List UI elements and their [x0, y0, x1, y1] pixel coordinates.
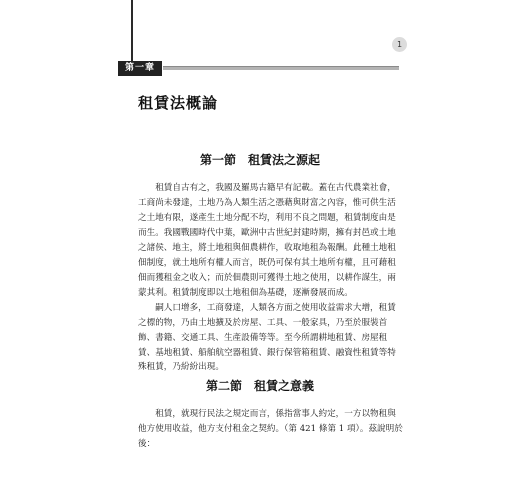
paragraph-line: 飾、書籍、交通工具、生產設備等等。至今所謂耕地租賃、房屋租 [138, 333, 388, 343]
paragraph-line: 賃、基地租賃、船舶航空器租賃、銀行保管箱租賃、融資性租賃等特 [138, 348, 396, 358]
paragraph-line: 之土地有限，遂產生土地分配不均，利用不良之問題，租賃制度由是 [138, 213, 396, 223]
paragraph-line: 後： [138, 439, 156, 449]
paragraph-line: 他方使用收益，他方支付租金之契約。（第 421 條第 1 項）。茲說明於 [138, 424, 403, 434]
section-title: 第二節 租賃之意義 [205, 379, 314, 393]
paragraph-line: 之諸侯、地主，將土地租與佃農耕作，收取地租為報酬。此種土地租 [138, 243, 396, 253]
chapter-tag: 第一章 [118, 61, 162, 76]
paragraph-line: 蒙其利。租賃制度即以土地租佃為基礎，逐漸發展而成。 [138, 288, 353, 298]
paragraph-line: 之標的物，乃由土地擴及於房屋、工具、一般家具，乃至於服裝首 [138, 318, 388, 328]
paragraph-line: 佃而獲租金之收入；而於佃農則可獲得土地之使用，以耕作謀生，兩 [138, 273, 396, 283]
page-number: 1 [392, 37, 407, 52]
paragraph-line: 工商尚未發達，土地乃為人類生活之憑藉與財富之內容，惟可供生活 [138, 198, 396, 208]
chapter-title: 租賃法概論 [138, 94, 219, 112]
paragraph-line: 租賃，就現行民法之規定而言，係指當事人約定，一方以物租與 [138, 409, 396, 419]
paragraph-line: 嗣人口增多，工商發達，人類各方面之使用收益需求大增，租賃 [138, 303, 396, 313]
chapter-rule [163, 66, 399, 70]
paragraph-line: 佃制度，就土地所有權人而言，既仍可保有其土地所有權，且可藉租 [138, 258, 396, 268]
section-title: 第一節 租賃法之源起 [199, 153, 320, 167]
paragraph-line: 而生。我國戰國時代中葉，歐洲中古世紀封建時期，擁有封邑或土地 [138, 228, 396, 238]
paragraph-line: 殊租賃，乃紛紛出現。 [138, 362, 224, 372]
header-vertical-rule [131, 0, 133, 66]
paragraph-line: 租賃自古有之，我國及羅馬古籍早有記載。蓋在古代農業社會， [138, 183, 396, 193]
